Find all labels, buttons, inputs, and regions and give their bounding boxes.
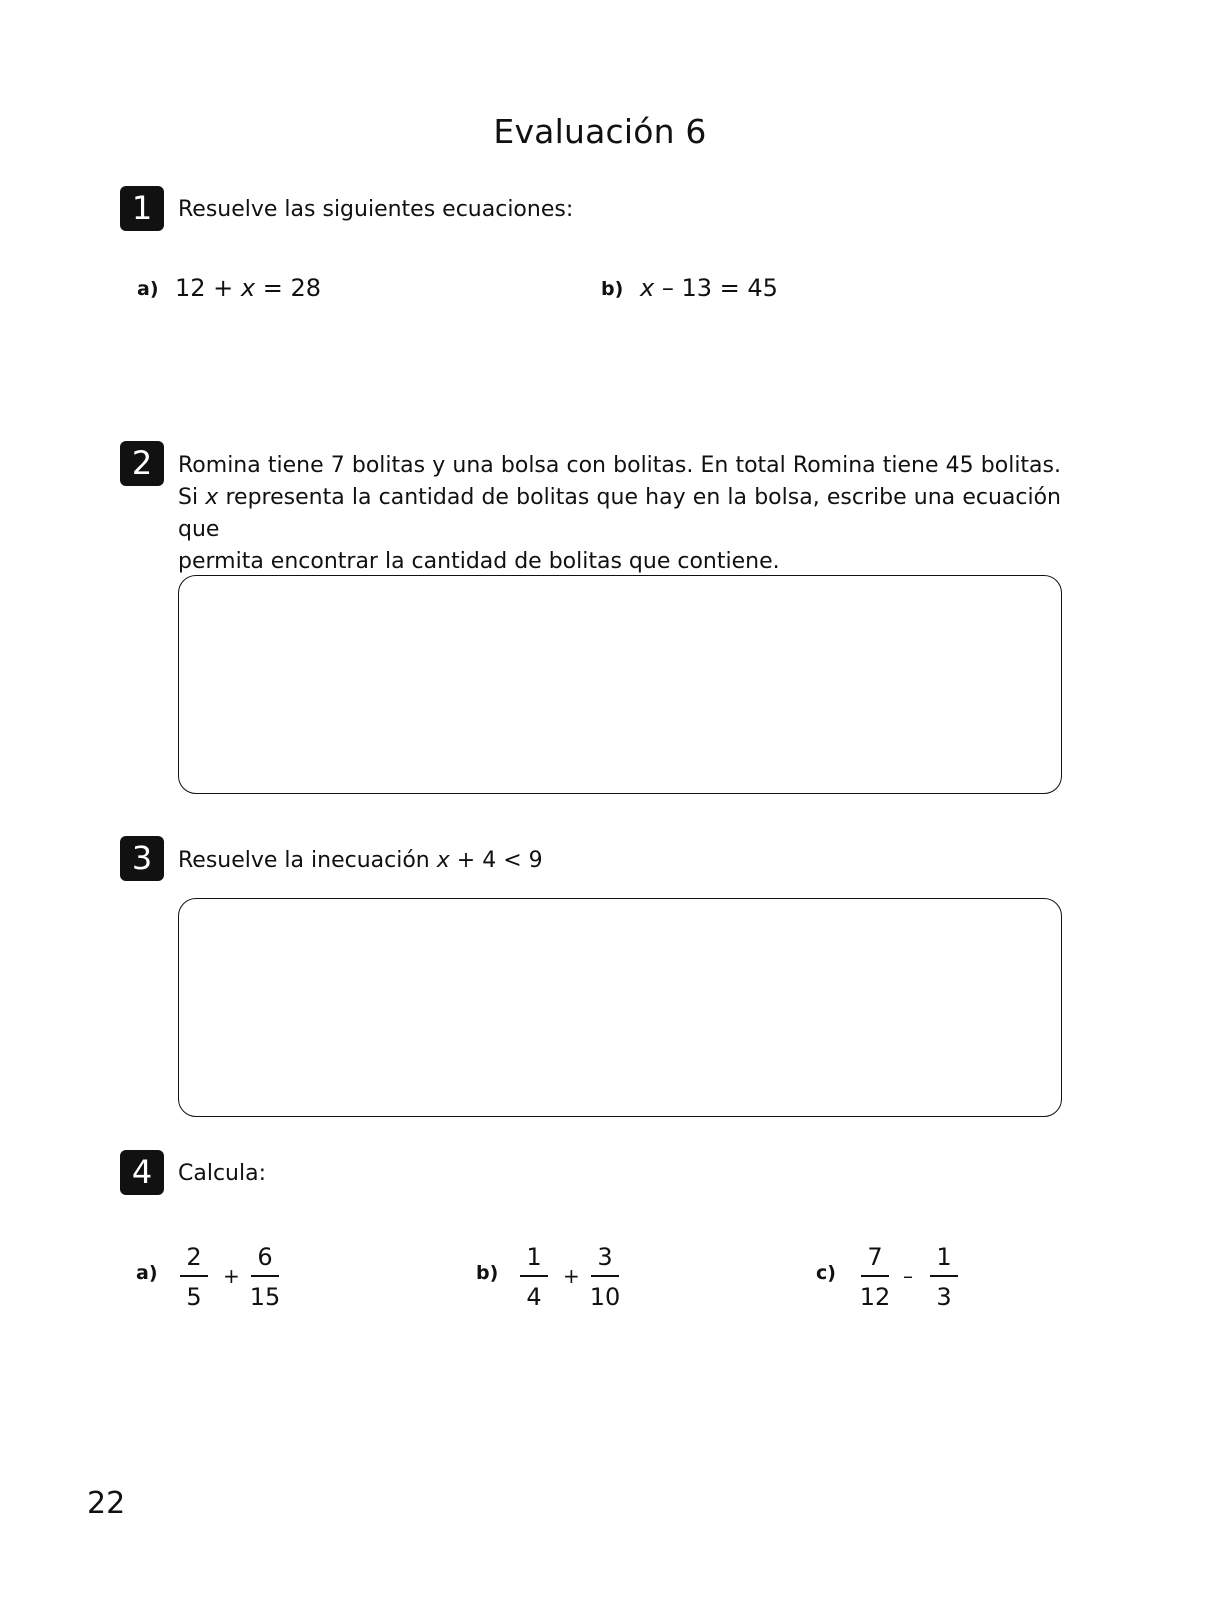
fraction-bar bbox=[180, 1275, 208, 1277]
numerator: 1 bbox=[526, 1243, 542, 1271]
question-4a-fraction-2 bbox=[243, 1241, 287, 1313]
fraction-bar bbox=[930, 1275, 958, 1277]
denominator: 10 bbox=[589, 1283, 621, 1311]
question-4a-fraction-1 bbox=[172, 1241, 216, 1313]
question-1-prompt: Resuelve las siguientes ecuaciones: bbox=[178, 197, 574, 222]
fraction-bar bbox=[861, 1275, 889, 1277]
question-2-line-2: Si x representa la cantidad de bolitas que hay en la bolsa, escribe una ecuación que bbox=[178, 485, 1061, 542]
numerator: 6 bbox=[257, 1243, 273, 1271]
question-2-prompt bbox=[178, 450, 1061, 578]
question-4b-label: b) bbox=[476, 1262, 499, 1284]
question-2-line-1: Romina tiene 7 bolitas y una bolsa con bolitas. En total Romina tiene 45 bolitas. bbox=[178, 453, 1061, 478]
denominator: 4 bbox=[526, 1283, 542, 1311]
numerator: 7 bbox=[867, 1243, 883, 1271]
question-4b-fraction-1 bbox=[512, 1241, 556, 1313]
question-4c-label: c) bbox=[816, 1262, 836, 1284]
question-1a-equation: 12 + x = 28 bbox=[175, 274, 322, 302]
page-number: 22 bbox=[87, 1486, 126, 1521]
question-4c-fraction-2 bbox=[922, 1241, 966, 1313]
question-4-number: 4 bbox=[120, 1150, 164, 1195]
question-4a-label: a) bbox=[136, 1262, 158, 1284]
question-3-prompt: Resuelve la inecuación x + 4 < 9 bbox=[178, 848, 543, 873]
numerator: 1 bbox=[936, 1243, 952, 1271]
question-2-answer-box[interactable] bbox=[178, 575, 1062, 794]
numerator: 2 bbox=[186, 1243, 202, 1271]
question-3-answer-box[interactable] bbox=[178, 898, 1062, 1117]
denominator: 5 bbox=[186, 1283, 202, 1311]
question-4c-fraction-1 bbox=[853, 1241, 897, 1313]
fraction-bar bbox=[520, 1275, 548, 1277]
numerator: 3 bbox=[597, 1243, 613, 1271]
question-4a-operator: + bbox=[223, 1264, 240, 1288]
question-2-number: 2 bbox=[120, 441, 164, 486]
denominator: 12 bbox=[859, 1283, 891, 1311]
question-1-number: 1 bbox=[120, 186, 164, 231]
question-4c-operator: – bbox=[903, 1264, 913, 1288]
denominator: 3 bbox=[936, 1283, 952, 1311]
question-3-number: 3 bbox=[120, 836, 164, 881]
question-1a-label: a) bbox=[137, 278, 159, 300]
page-title: Evaluación 6 bbox=[493, 112, 707, 151]
question-4b-fraction-2 bbox=[583, 1241, 627, 1313]
question-2-line-3: permita encontrar la cantidad de bolitas que contiene. bbox=[178, 549, 780, 574]
fraction-bar bbox=[591, 1275, 619, 1277]
question-4-prompt: Calcula: bbox=[178, 1161, 266, 1186]
denominator: 15 bbox=[249, 1283, 281, 1311]
question-1b-label: b) bbox=[601, 278, 624, 300]
fraction-bar bbox=[251, 1275, 279, 1277]
question-4b-operator: + bbox=[563, 1264, 580, 1288]
question-1b-equation: x – 13 = 45 bbox=[640, 274, 778, 302]
